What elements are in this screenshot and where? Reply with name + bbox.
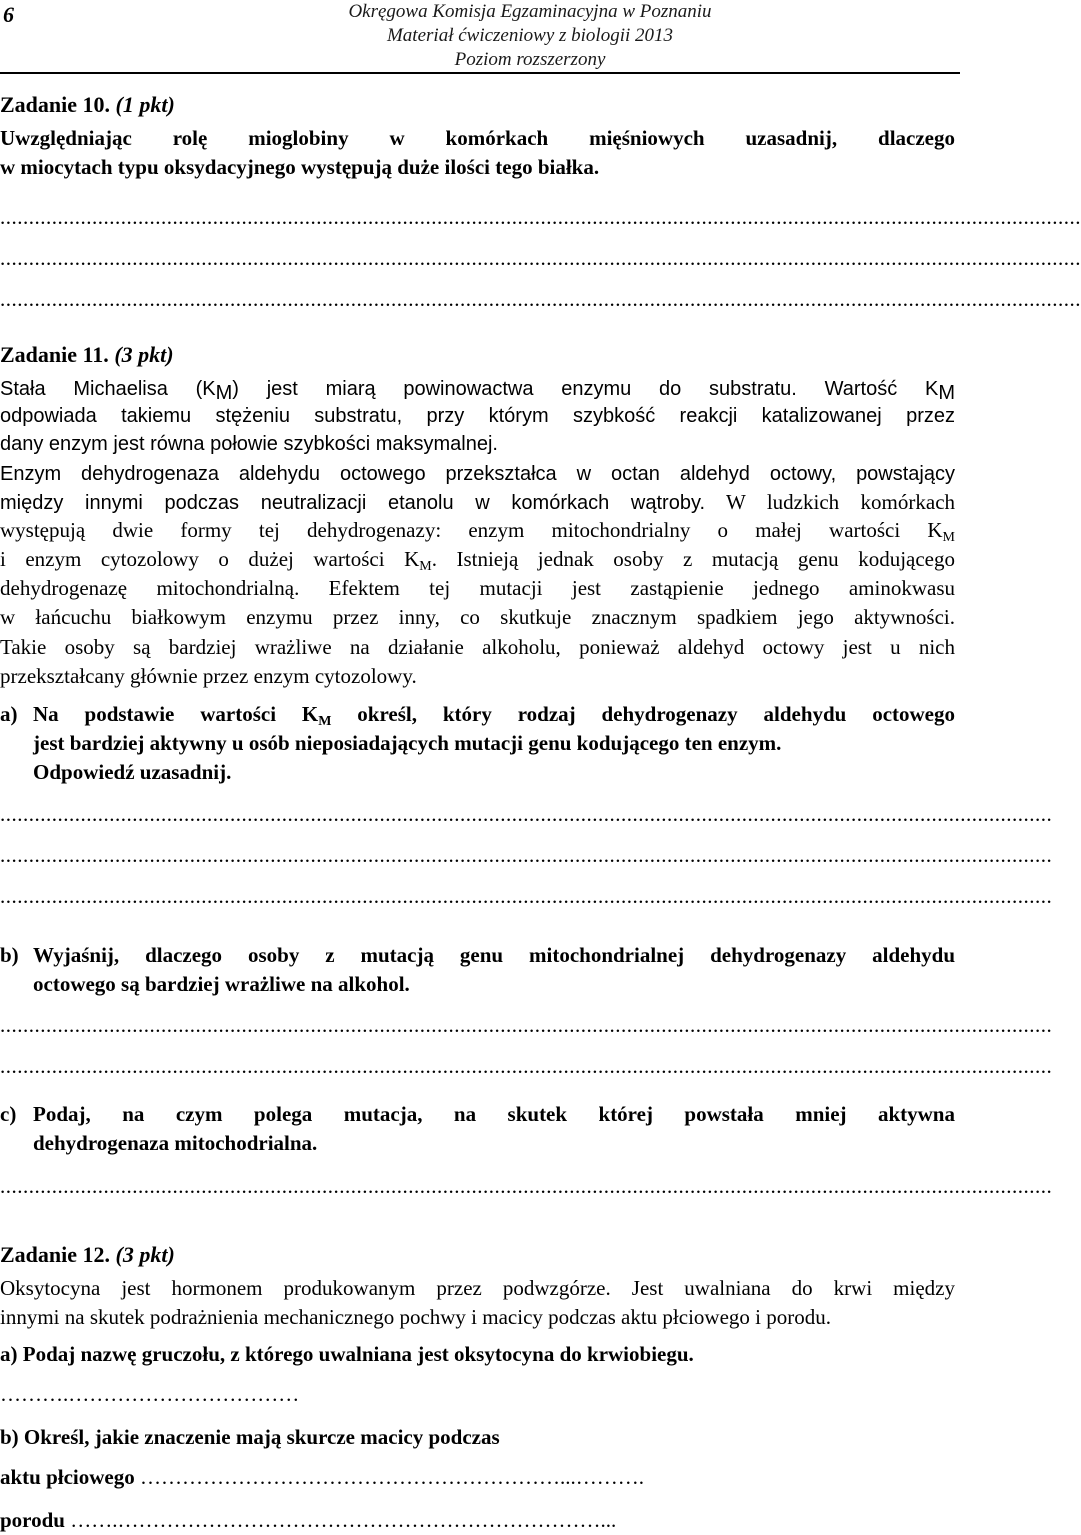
task-12-intro-line-1: Oksytocyna jest hormonem produkowanym przez podwzgórze. Jest uwalniana do krwi między — [0, 1276, 955, 1300]
task-10-answer-line-1[interactable]: ............................................................................................................................................................................................ — [0, 205, 1081, 229]
task-11a-answer-line-2[interactable]: ....................................................................................................................................................................................... — [0, 843, 1053, 867]
text-segment: występują dwie formy tej dehydrogenazy: enzym mitochondrialny o małej wartości K — [0, 518, 943, 542]
task-10-answer-line-3[interactable]: ............................................................................................................................................................................................ — [0, 287, 1081, 311]
task-11c-question-line-2: dehydrogenaza mitochodrialna. — [33, 1131, 318, 1155]
page-number: 6 — [3, 2, 14, 27]
task-11a-question-line-1 — [33, 700, 955, 729]
task-11-intro-line-2: odpowiada takiemu stężeniu substratu, przy którym szybkość reakcji katalizowanej przez — [0, 405, 955, 427]
task-11-intro-line-11: przekształcany głównie przez enzym cytozolowy. — [0, 664, 417, 688]
task-11c-answer-line-1[interactable]: ....................................................................................................................................................................................... — [0, 1174, 1053, 1198]
task-12-title: Zadanie 12. — [0, 1242, 111, 1267]
task-11-title: Zadanie 11. — [0, 342, 109, 367]
task-10-title: Zadanie 10. — [0, 92, 111, 117]
task-11-points: (3 pkt) — [114, 342, 174, 367]
km-subscript-2: M — [938, 382, 955, 404]
task-11b-question-line-2: octowego są bardziej wrażliwe na alkohol. — [33, 972, 410, 996]
header-line-3: Poziom rozszerzony — [454, 49, 606, 70]
page-header — [250, 0, 810, 72]
km-subscript: M — [419, 559, 432, 574]
task-11-intro-line-7 — [0, 545, 955, 574]
task-11c-label: c) — [0, 1102, 17, 1126]
task-12b-question: b) Określ, jakie znaczenie mają skurcze macicy podczas — [0, 1425, 500, 1449]
task-11a-answer-line-1[interactable]: ....................................................................................................................................................................................... — [0, 802, 1053, 826]
task-12-intro-line-2: innymi na skutek podrażnienia mechanicznego pochwy i macicy podczas aktu płciowego i porodu. — [0, 1305, 831, 1329]
task-12b-item-childbirth — [0, 1506, 616, 1535]
task-11-intro-line-8: dehydrogenazę mitochondrialną. Efektem tej mutacji jest zastąpienie jednego aminokwasu — [0, 576, 955, 600]
task-10-answer-line-2[interactable]: ............................................................................................................................................................................................ — [0, 246, 1081, 270]
task-12b-item-label: aktu płciowego — [0, 1465, 135, 1489]
task-10-question-line-1: Uwzględniając rolę mioglobiny w komórkach mięśniowych uzasadnij, dlaczego — [0, 126, 955, 150]
task-11-intro-line-10: Takie osoby są bardziej wrażliwe na działanie alkoholu, ponieważ aldehyd octowy jest u nich — [0, 635, 955, 659]
task-10-points: (1 pkt) — [115, 92, 175, 117]
km-subscript: M — [318, 714, 332, 729]
text-segment: . Istnieją jednak osoby z mutacją genu kodującego — [431, 547, 955, 571]
text-segment: i enzym cytozolowy o dużej wartości K — [0, 547, 420, 571]
task-12-points: (3 pkt) — [115, 1242, 175, 1267]
task-12a-question: a) Podaj nazwę gruczołu, z którego uwalniana jest oksytocyna do krwiobiegu. — [0, 1342, 694, 1366]
text-segment: W ludzkich komórkach — [705, 490, 956, 514]
task-10-question-line-2: w miocytach typu oksydacyjnego występują duże ilości tego białka. — [0, 155, 600, 179]
km-definition-b: ) jest miarą powinowactwa enzymu do substratu. — [232, 378, 797, 400]
task-11b-question-line-1: Wyjaśnij, dlaczego osoby z mutacją genu mitochondrialnej dehydrogenazy aldehydu — [33, 943, 955, 967]
task-12b-answer-line-2[interactable]: …….……………………………………………………………... — [70, 1508, 617, 1532]
task-11b-answer-line-1[interactable]: ....................................................................................................................................................................................... — [0, 1013, 1053, 1037]
task-12b-item-label: porodu — [0, 1508, 65, 1532]
task-11-intro-line-4: Enzym dehydrogenaza aldehydu octowego przekształca w octan aldehyd octowy, powstający — [0, 463, 955, 485]
task-12-heading — [0, 1240, 175, 1269]
text-segment: określ, który rodzaj dehydrogenazy aldehydu octowego — [331, 702, 956, 726]
task-11-intro-line-5 — [0, 488, 955, 518]
task-11b-label: b) — [0, 943, 19, 967]
header-line-2: Materiał ćwiczeniowy z biologii 2013 — [386, 25, 674, 46]
text-segment: między innymi podczas neutralizacji etanolu w komórkach wątroby. — [0, 492, 706, 514]
text-segment: Na podstawie wartości K — [33, 702, 319, 726]
task-11-intro-line-9: w łańcuchu białkowym enzymu przez inny, co skutkuje znacznym spadkiem jego aktywności. — [0, 605, 955, 629]
task-12a-answer-line[interactable]: ……….…………………………… — [0, 1382, 300, 1406]
task-12b-answer-line-1[interactable]: ……………………………………………………...………. — [140, 1465, 645, 1489]
task-11b-answer-line-2[interactable]: ....................................................................................................................................................................................... — [0, 1054, 1053, 1078]
task-11-intro-line-3: dany enzym jest równa połowie szybkości maksymalnej. — [0, 433, 498, 455]
task-11-intro-line-6 — [0, 516, 955, 545]
header-divider — [0, 72, 960, 74]
task-11a-question-line-3: Odpowiedź uzasadnij. — [33, 760, 232, 784]
task-11-heading — [0, 340, 174, 369]
task-11a-answer-line-3[interactable]: ....................................................................................................................................................................................... — [0, 884, 1053, 908]
task-11c-question-line-1: Podaj, na czym polega mutacja, na skutek której powstała mniej aktywna — [33, 1102, 955, 1126]
km-subscript: M — [215, 382, 233, 404]
task-11a-label: a) — [0, 702, 18, 726]
task-11a-question-line-2: jest bardziej aktywny u osób nieposiadających mutacji genu kodującego ten enzym. — [33, 731, 782, 755]
header-line-1: Okręgowa Komisja Egzaminacyjna w Poznaniu — [348, 1, 712, 22]
task-11-intro-line-1 — [0, 374, 955, 404]
km-subscript: M — [942, 530, 955, 545]
km-definition-c: Wartość K — [796, 378, 939, 400]
task-10-heading — [0, 90, 175, 119]
km-definition-a: Stała Michaelisa (K — [0, 378, 216, 400]
task-12b-item-sexual-act — [0, 1463, 644, 1492]
